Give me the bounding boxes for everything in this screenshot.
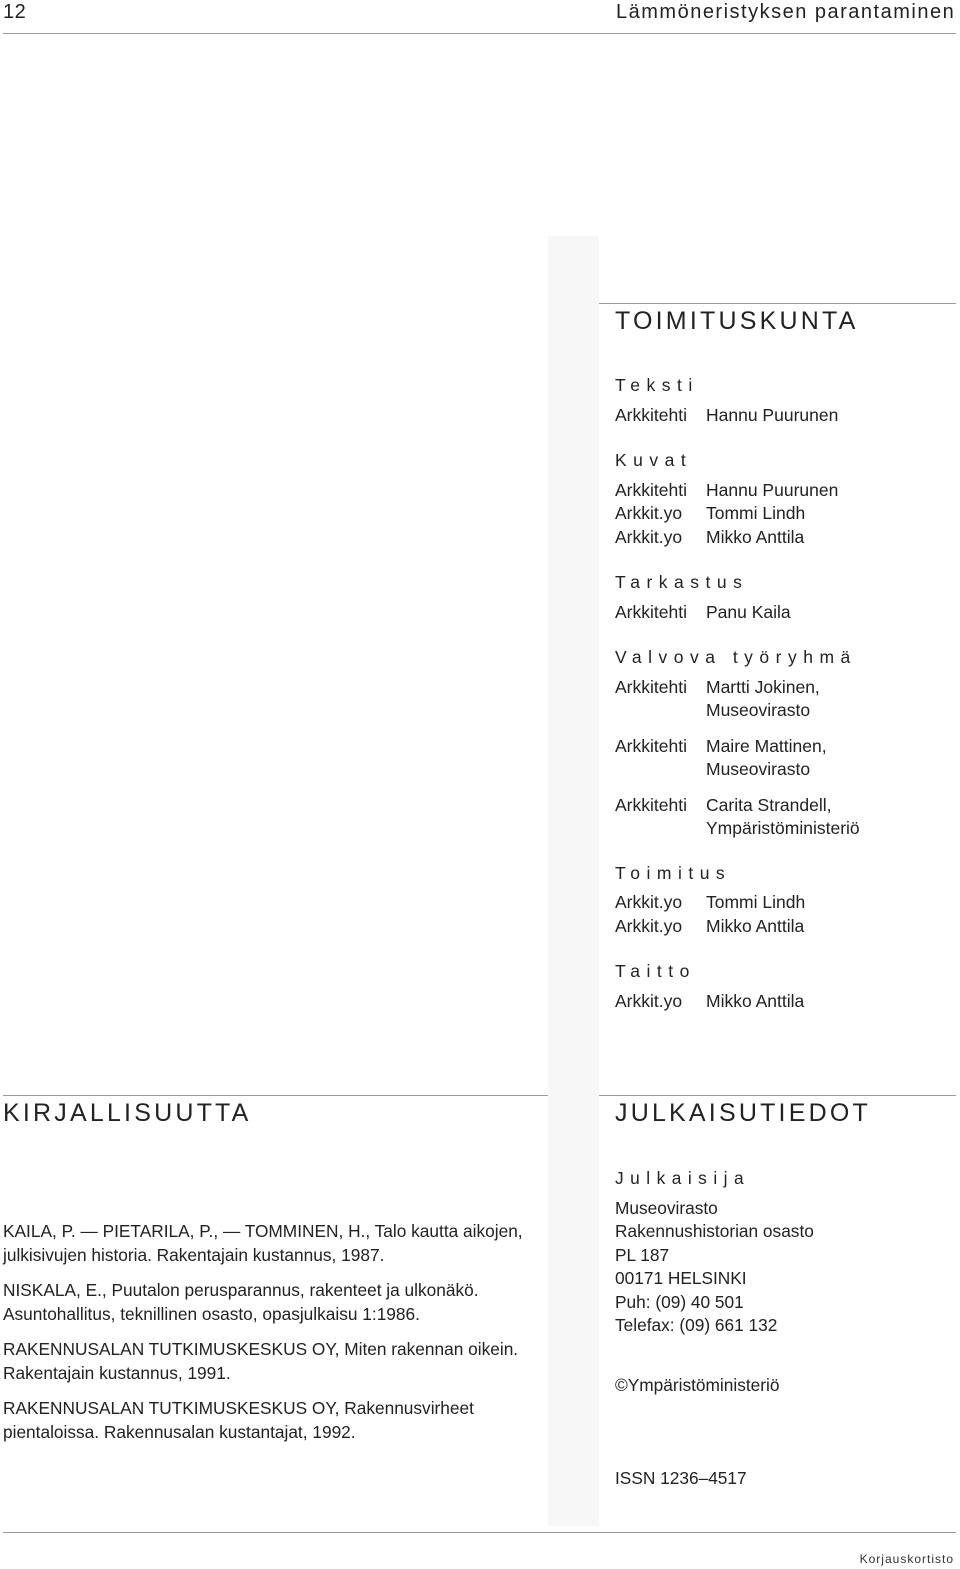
literature-entry: NISKALA, E., Puutalon perusparannus, rakenteet ja ulkonäkö. Asuntohallitus, teknillinen osasto, opasjulkaisu 1:1986.	[3, 1280, 479, 1324]
credit-row	[615, 601, 955, 625]
header-rule	[3, 33, 956, 34]
credit-name: Tommi Lindh	[706, 503, 806, 523]
credit-row	[615, 676, 955, 700]
credit-name: Hannu Puurunen	[706, 404, 839, 425]
publisher-line: Puh: (09) 40 501	[615, 1291, 744, 1312]
running-title: Lämmöneristyksen parantaminen	[616, 1, 956, 23]
credit-organization: Museovirasto	[706, 759, 811, 779]
credit-role: Arkkit.yo	[615, 503, 683, 523]
credit-row	[615, 990, 955, 1014]
publisher-heading: Julkaisija	[615, 1168, 751, 1188]
credit-role: Arkkit.yo	[615, 526, 683, 547]
credit-name: Maire Mattinen,	[706, 735, 827, 756]
credit-group-toimitus	[615, 862, 955, 939]
credit-name: Tommi Lindh	[706, 892, 806, 912]
credit-role: Arkkitehti	[615, 794, 687, 815]
credit-name: Mikko Anttila	[706, 526, 805, 547]
credit-heading: Tarkastus	[615, 572, 749, 592]
publisher-line: PL 187	[615, 1244, 670, 1265]
credit-name: Martti Jokinen,	[706, 676, 820, 697]
publisher-line: 00171 HELSINKI	[615, 1268, 747, 1288]
copyright-notice: ©Ympäristöministeriö	[615, 1374, 780, 1395]
credit-name: Carita Strandell,	[706, 794, 832, 815]
gray-column-band	[548, 236, 599, 1526]
credit-heading: Valvova työryhmä	[615, 647, 857, 667]
publisher-line: Telefax: (09) 661 132	[615, 1315, 778, 1335]
credit-role: Arkkitehti	[615, 404, 687, 425]
kirjallisuutta-rule	[3, 1095, 548, 1096]
credit-group-taitto	[615, 960, 955, 1013]
literature-entry: RAKENNUSALAN TUTKIMUSKESKUS OY, Rakennusvirheet pientaloissa. Rakennusalan kustantajat, 1992.	[3, 1398, 474, 1442]
literature-entry: KAILA, P. — PIETARILA, P., — TOMMINEN, H., Talo kautta aikojen, julkisivujen historia. Rakentajain kustannus, 1987.	[3, 1221, 523, 1265]
credit-heading: Kuvat	[615, 450, 693, 470]
credit-role: Arkkitehti	[615, 479, 687, 500]
credit-role: Arkkit.yo	[615, 915, 683, 936]
credit-group-kuvat	[615, 449, 955, 549]
julkaisutiedot-rule	[599, 1095, 956, 1096]
credit-row	[615, 915, 955, 939]
julkaisutiedot-title: JULKAISUTIEDOT	[615, 1099, 871, 1127]
literature-entry: RAKENNUSALAN TUTKIMUSKESKUS OY, Miten rakennan oikein. Rakentajain kustannus, 1991.	[3, 1339, 519, 1383]
credit-organization: Ympäristöministeriö	[706, 818, 860, 838]
series-name: Korjauskortisto	[859, 1552, 954, 1566]
publisher-line: Rakennushistorian osasto	[615, 1221, 814, 1241]
credit-row	[615, 502, 955, 526]
credit-group-valvova-tyoryhma	[615, 646, 955, 841]
credit-heading: Taitto	[615, 961, 696, 981]
credit-role: Arkkitehti	[615, 676, 687, 697]
credit-name: Mikko Anttila	[706, 915, 805, 936]
credit-row	[615, 479, 955, 503]
credit-group-teksti	[615, 374, 955, 427]
credit-row	[615, 735, 955, 759]
credit-row	[615, 404, 955, 428]
credit-row	[615, 891, 955, 915]
page-number: 12	[3, 1, 27, 23]
toimituskunta-rule	[599, 303, 956, 304]
publication-info	[615, 1167, 955, 1491]
credit-role: Arkkit.yo	[615, 990, 683, 1011]
literature-list	[3, 1220, 543, 1456]
credit-name: Panu Kaila	[706, 601, 791, 622]
credit-name: Hannu Puurunen	[706, 479, 839, 500]
credits-block	[615, 374, 955, 1035]
toimituskunta-title: TOIMITUSKUNTA	[615, 307, 859, 335]
credit-row	[615, 794, 955, 818]
footer-rule	[3, 1532, 956, 1533]
credit-heading: Toimitus	[615, 862, 732, 883]
publisher-line: Museovirasto	[615, 1197, 718, 1218]
credit-group-tarkastus	[615, 571, 955, 624]
issn-number: ISSN 1236–4517	[615, 1468, 747, 1488]
credit-heading: Teksti	[615, 375, 699, 395]
credit-role: Arkkit.yo	[615, 892, 683, 912]
credit-organization: Museovirasto	[706, 700, 811, 720]
kirjallisuutta-title: KIRJALLISUUTTA	[3, 1099, 252, 1127]
credit-name: Mikko Anttila	[706, 990, 805, 1011]
credit-row	[615, 526, 955, 550]
credit-role: Arkkitehti	[615, 601, 687, 622]
credit-role: Arkkitehti	[615, 735, 687, 756]
